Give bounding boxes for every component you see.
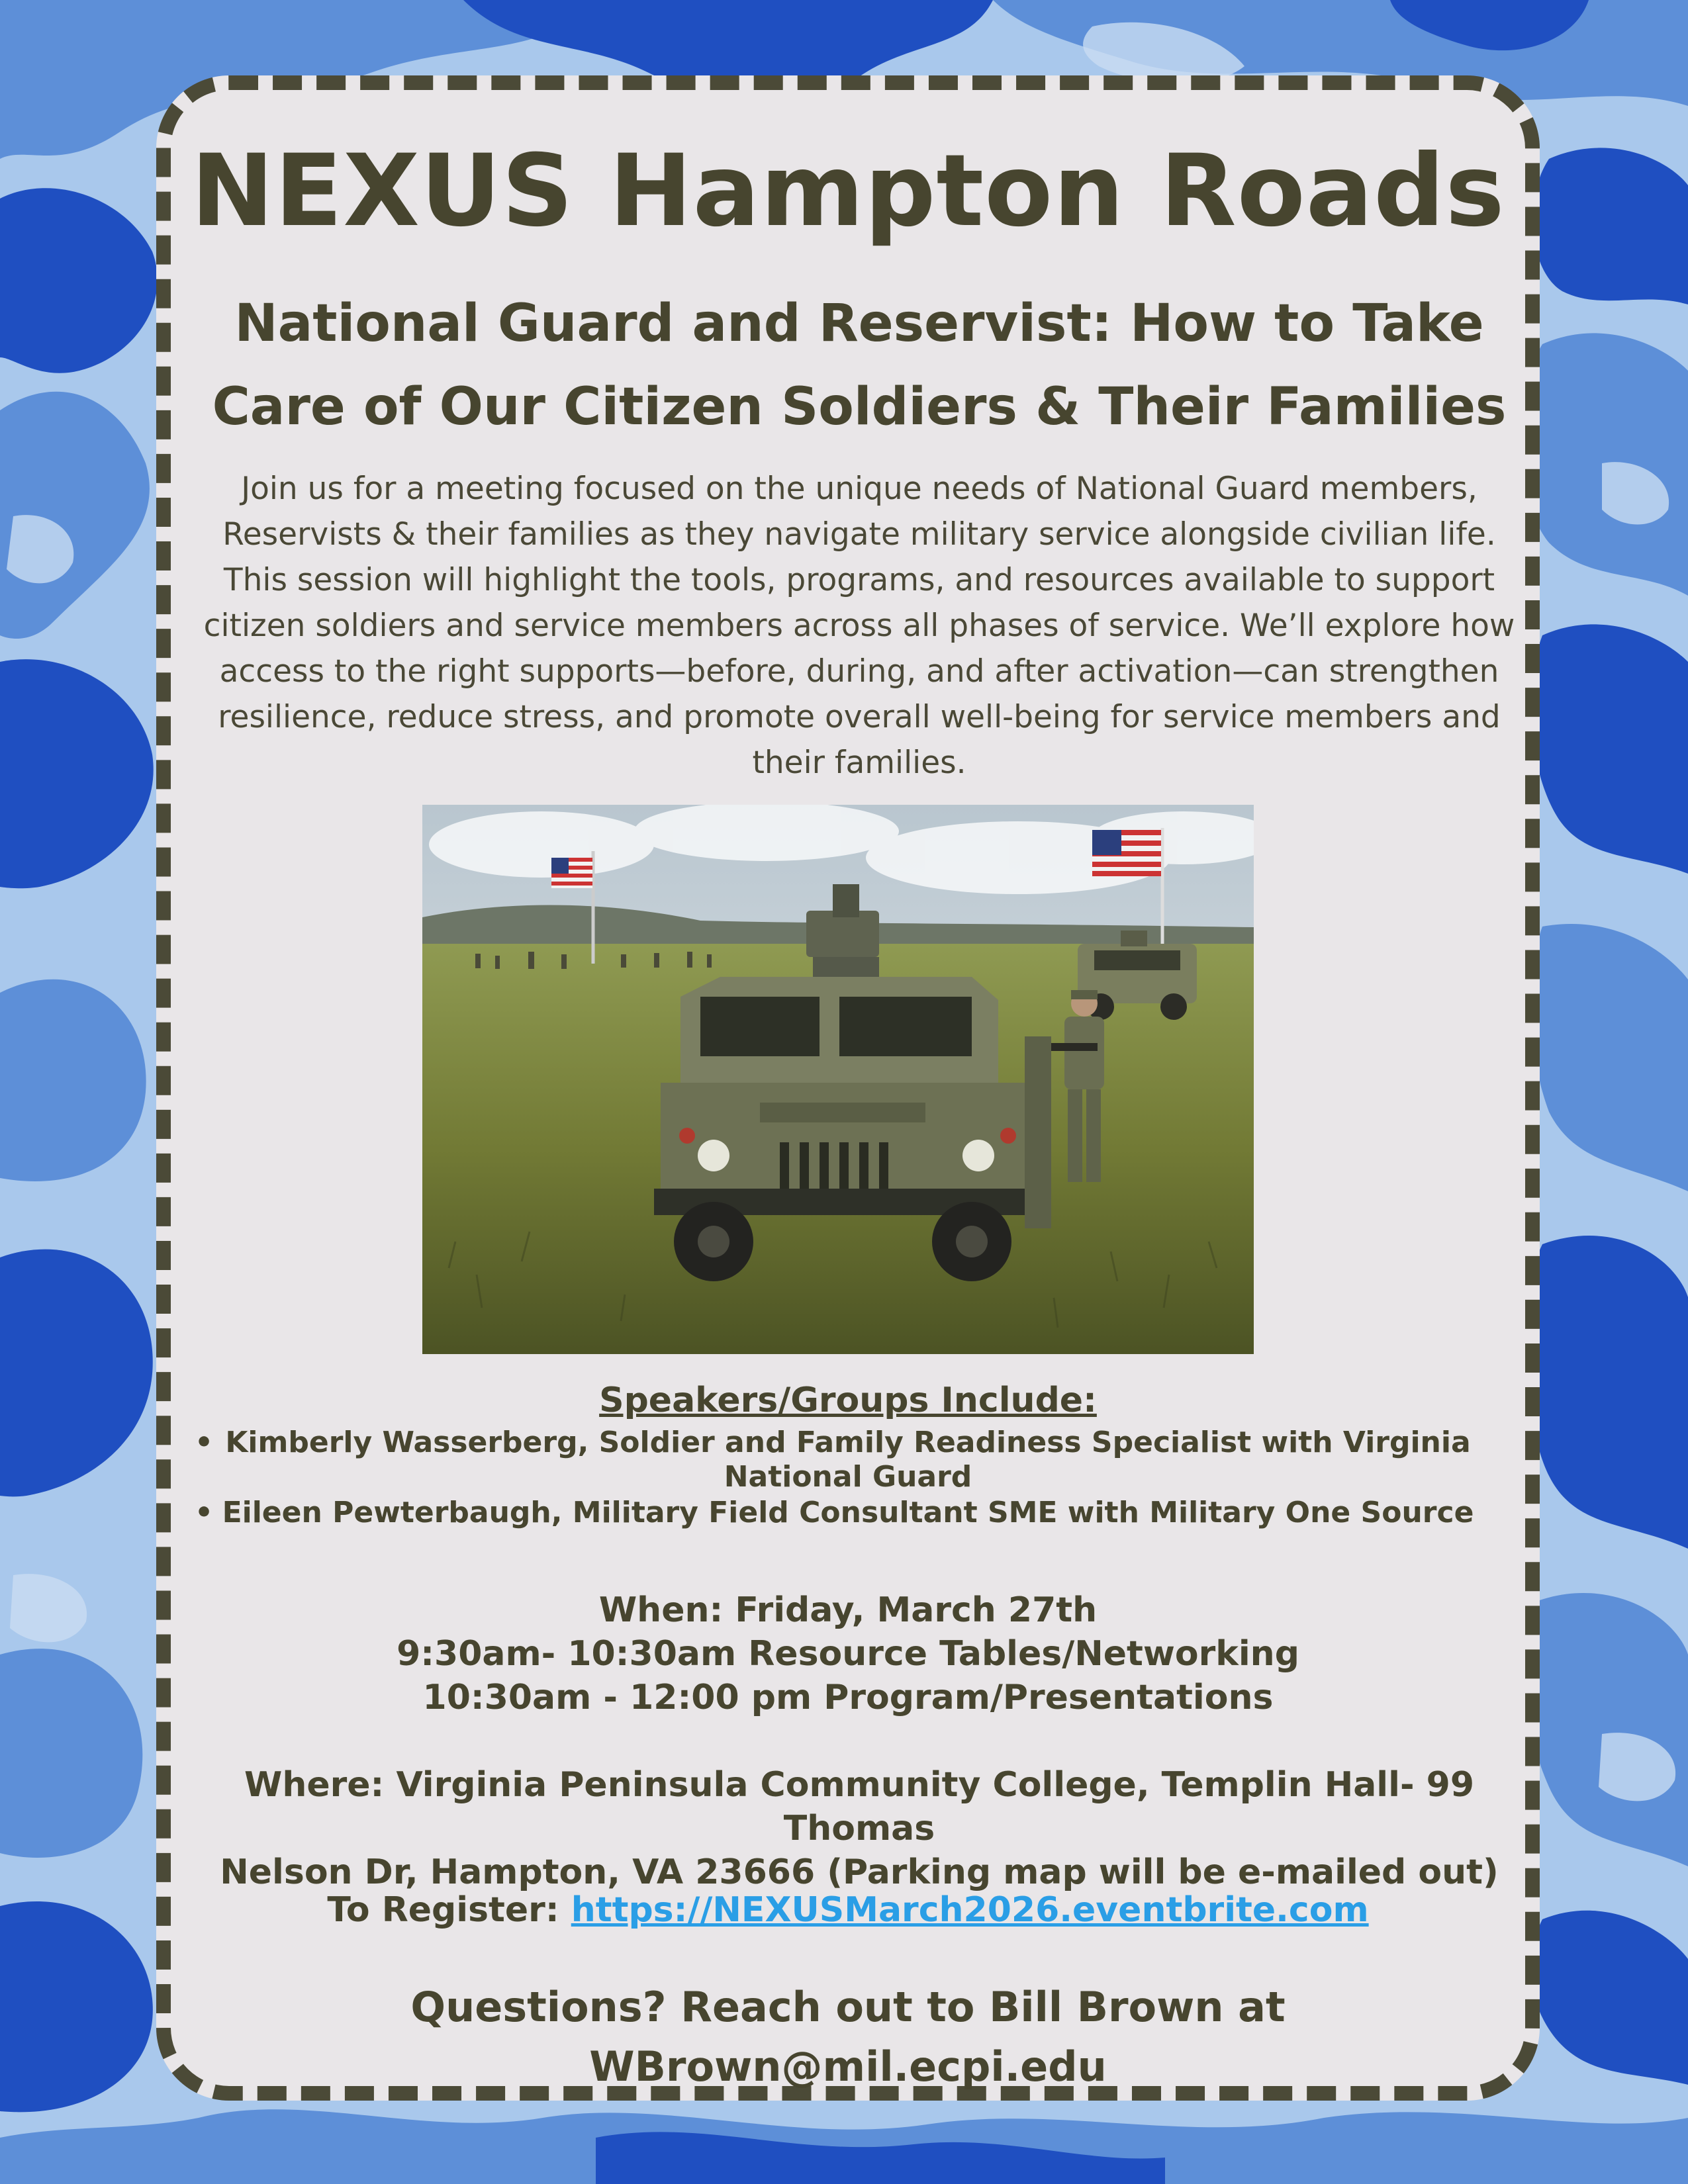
- register-line: [171, 1890, 1525, 1930]
- questions-contact: [171, 1978, 1525, 2097]
- where-line-2: Nelson Dr, Hampton, VA 23666 (Parking map will be e-mailed out): [220, 1852, 1499, 1892]
- flyer-card: [156, 75, 1540, 2101]
- speaker-text: Eileen Pewterbaugh, Military Field Consultant SME with Military One Source: [222, 1496, 1474, 1529]
- register-label: To Register:: [327, 1890, 571, 1930]
- speakers-heading: Speakers/Groups Include:: [599, 1381, 1097, 1420]
- when-time-2: 10:30am - 12:00 pm Program/Presentations: [422, 1678, 1274, 1717]
- questions-line-1: Questions? Reach out to Bill Brown at: [410, 1983, 1286, 2031]
- speaker-item: [171, 1426, 1525, 1494]
- contact-email: WBrown@mil.ecpi.edu: [589, 2042, 1107, 2091]
- flyer-title: NEXUS Hampton Roads: [191, 134, 1505, 249]
- military-vehicles-photo: [422, 805, 1254, 1354]
- flyer-subtitle: [184, 282, 1534, 449]
- bullet-icon: •: [195, 1426, 214, 1459]
- bullet-icon: •: [195, 1496, 214, 1529]
- event-when: [171, 1588, 1525, 1719]
- intro-paragraph: Join us for a meeting focused on the unique needs of National Guard members, Reservists & their families as they navigate military service alongside civilian life. This session will highlight the tools, programs, and resources available to support citizen soldiers and service members across all phases of service. We’ll explore how access to the right supports—before, during, and after activation—can strengthen resilience, reduce stress, and promote overall well-being for service members and their families.: [203, 471, 1515, 781]
- when-date: When: Friday, March 27th: [598, 1590, 1098, 1630]
- event-where: [164, 1763, 1554, 1894]
- where-line-1: Where: Virginia Peninsula Community College, Templin Hall- 99 Thomas: [244, 1765, 1474, 1848]
- speaker-text: Kimberly Wasserberg, Soldier and Family Readiness Specialist with Virginia National Guard: [225, 1426, 1471, 1494]
- register-link[interactable]: https://NEXUSMarch2026.eventbrite.com: [571, 1890, 1369, 1930]
- subtitle-line-2: Care of Our Citizen Soldiers & Their Families: [212, 377, 1507, 437]
- subtitle-line-1: National Guard and Reservist: How to Take: [234, 294, 1484, 353]
- speaker-item: [171, 1496, 1525, 1530]
- when-time-1: 9:30am- 10:30am Resource Tables/Networking: [397, 1634, 1299, 1674]
